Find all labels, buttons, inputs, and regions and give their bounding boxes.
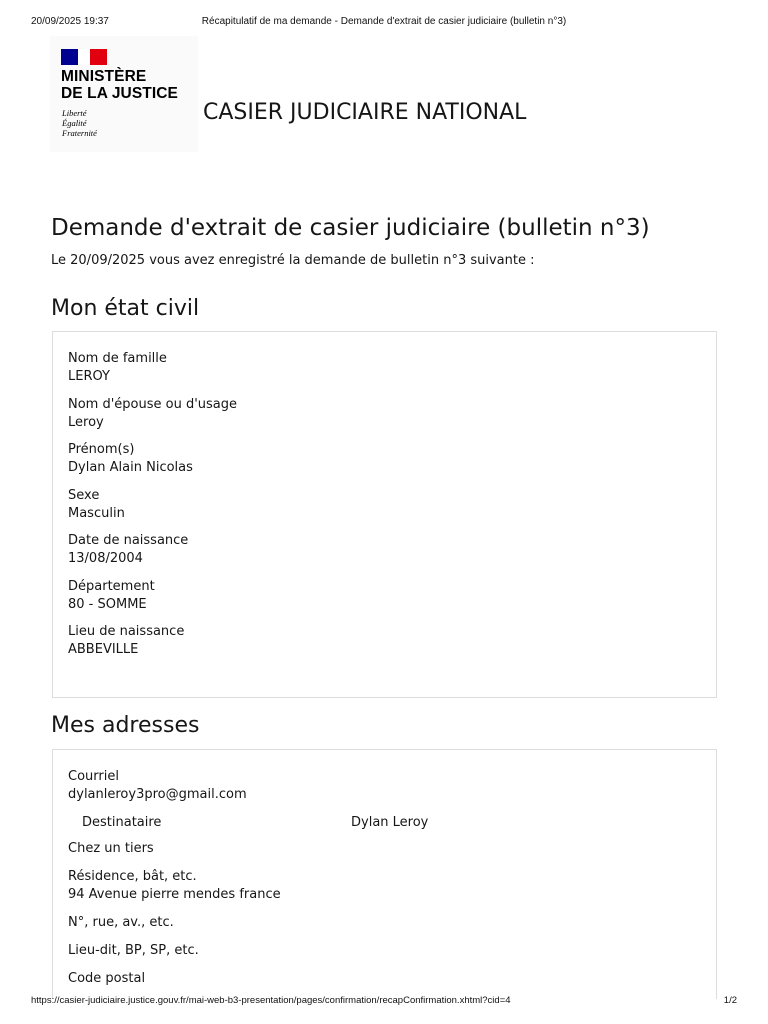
marianne-flag-icon (61, 49, 107, 65)
field-rue (68, 914, 174, 932)
field-value: Leroy (68, 415, 104, 430)
logo-motto-2: Égalité (62, 118, 87, 128)
logo-motto-1: Liberté (62, 108, 87, 118)
field-courriel (68, 768, 247, 804)
etat-civil-card (52, 331, 717, 698)
adresses-heading: Mes adresses (51, 713, 200, 738)
field-value: LEROY (68, 369, 110, 384)
field-label: Résidence, bât, etc. (68, 869, 197, 884)
field-label: Date de naissance (68, 533, 189, 548)
print-datetime: 20/09/2025 19:37 (31, 16, 109, 27)
adresses-card (52, 749, 717, 999)
field-prenoms (68, 441, 193, 477)
flag-white-stripe (78, 49, 90, 65)
field-value: 94 Avenue pierre mendes france (68, 887, 281, 902)
field-value: ABBEVILLE (68, 642, 139, 657)
field-label: Prénom(s) (68, 442, 135, 457)
destinataire-label: Destinataire (82, 815, 162, 830)
etat-civil-heading: Mon état civil (51, 296, 200, 321)
logo-ministry-name (61, 68, 178, 102)
site-title: CASIER JUDICIAIRE NATIONAL (203, 100, 527, 125)
field-lieu-dit (68, 942, 199, 960)
page-title: Demande d'extrait de casier judiciaire (bulletin n°3) (51, 215, 650, 241)
logo-motto-3: Fraternité (62, 128, 97, 138)
print-page-number: 1/2 (723, 995, 737, 1006)
field-sexe (68, 487, 125, 523)
field-label: Nom de famille (68, 351, 167, 366)
flag-blue-stripe (61, 49, 78, 65)
intro-text: Le 20/09/2025 vous avez enregistré la demande de bulletin n°3 suivante : (51, 253, 535, 268)
logo-line-2: DE LA JUSTICE (61, 85, 178, 102)
field-label: Courriel (68, 769, 119, 784)
logo-line-1: MINISTÈRE (61, 68, 147, 85)
field-lieu-naissance (68, 623, 184, 659)
ministry-logo (50, 36, 198, 152)
field-label: Nom d'épouse ou d'usage (68, 397, 238, 412)
field-label: Département (68, 579, 155, 594)
destinataire-value: Dylan Leroy (351, 815, 429, 830)
field-code-postal (68, 970, 145, 988)
field-value: 80 - SOMME (68, 597, 147, 612)
field-departement (68, 578, 155, 614)
field-label: Lieu de naissance (68, 624, 185, 639)
flag-red-stripe (90, 49, 107, 65)
field-label: Lieu-dit, BP, SP, etc. (68, 943, 199, 958)
field-chez-tiers (68, 840, 154, 858)
field-value: Dylan Alain Nicolas (68, 460, 193, 475)
field-label: Sexe (68, 488, 100, 503)
field-residence (68, 868, 281, 904)
print-document-title: Récapitulatif de ma demande - Demande d'extrait de casier judiciaire (bulletin n°3) (201, 16, 567, 27)
field-nom-famille (68, 350, 167, 386)
field-date-naissance (68, 532, 188, 568)
field-label: Code postal (68, 971, 146, 986)
print-url: https://casier-judiciaire.justice.gouv.fr/mai-web-b3-presentation/pages/confirmation/recapConfirmation.xhtml?cid=4 (31, 995, 511, 1006)
field-label: N°, rue, av., etc. (68, 915, 174, 930)
field-value: 13/08/2004 (68, 551, 143, 566)
field-value: dylanleroy3pro@gmail.com (68, 787, 247, 802)
field-nom-usage (68, 396, 237, 432)
field-value: Masculin (68, 506, 125, 521)
field-label: Chez un tiers (68, 841, 154, 856)
logo-motto (62, 108, 97, 138)
